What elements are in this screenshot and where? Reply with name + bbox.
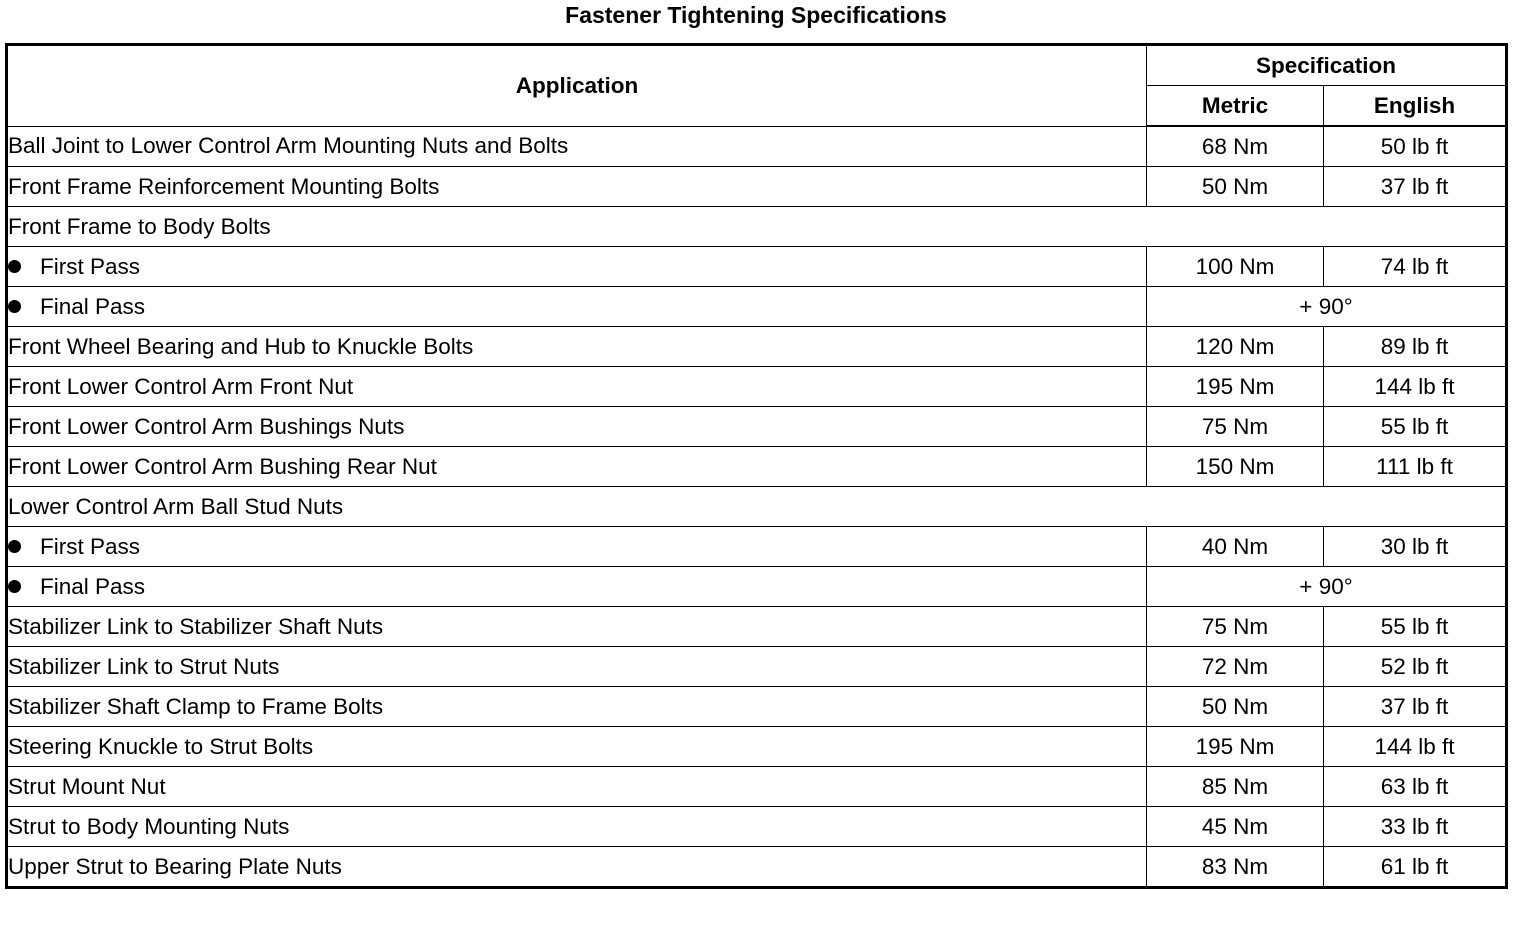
english-value-cell: 89 lb ft (1324, 327, 1507, 367)
english-value-cell: 37 lb ft (1324, 687, 1507, 727)
metric-value-cell: 75 Nm (1147, 407, 1324, 447)
application-cell: Steering Knuckle to Strut Bolts (7, 727, 1147, 767)
metric-value-cell: 120 Nm (1147, 327, 1324, 367)
metric-value-cell: 45 Nm (1147, 807, 1324, 847)
english-value-cell: 33 lb ft (1324, 807, 1507, 847)
metric-header: Metric (1147, 86, 1324, 127)
table-row (7, 807, 1507, 847)
table-row (7, 847, 1507, 888)
metric-value-cell: 50 Nm (1147, 687, 1324, 727)
group-heading-cell: Lower Control Arm Ball Stud Nuts (7, 487, 1507, 527)
sub-application-cell (7, 247, 1147, 287)
application-label: First Pass (40, 253, 141, 279)
bullet-icon (8, 580, 21, 593)
application-cell: Front Frame Reinforcement Mounting Bolts (7, 167, 1147, 207)
english-value-cell: 55 lb ft (1324, 607, 1507, 647)
metric-value-cell: 150 Nm (1147, 447, 1324, 487)
application-cell: Front Lower Control Arm Bushings Nuts (7, 407, 1147, 447)
bullet-icon (8, 260, 21, 273)
application-cell: Stabilizer Shaft Clamp to Frame Bolts (7, 687, 1147, 727)
metric-value-cell: 83 Nm (1147, 847, 1324, 888)
application-label: Final Pass (40, 293, 146, 319)
table-row (7, 167, 1507, 207)
table-row (7, 767, 1507, 807)
angle-spec-cell: + 90° (1147, 567, 1507, 607)
metric-value-cell: 195 Nm (1147, 727, 1324, 767)
application-cell: Stabilizer Link to Stabilizer Shaft Nuts (7, 607, 1147, 647)
table-body (7, 126, 1507, 888)
application-label: First Pass (40, 533, 141, 559)
specification-header: Specification (1147, 45, 1507, 86)
metric-value-cell: 75 Nm (1147, 607, 1324, 647)
application-cell: Strut to Body Mounting Nuts (7, 807, 1147, 847)
application-cell: Stabilizer Link to Strut Nuts (7, 647, 1147, 687)
header-row-top (7, 45, 1507, 86)
table-row (7, 126, 1507, 167)
table-row (7, 367, 1507, 407)
english-value-cell: 63 lb ft (1324, 767, 1507, 807)
sub-application-cell (7, 287, 1147, 327)
english-value-cell: 144 lb ft (1324, 367, 1507, 407)
metric-value-cell: 100 Nm (1147, 247, 1324, 287)
table-header (7, 45, 1507, 127)
english-header: English (1324, 86, 1507, 127)
english-value-cell: 30 lb ft (1324, 527, 1507, 567)
table-row (7, 327, 1507, 367)
english-value-cell: 50 lb ft (1324, 126, 1507, 167)
english-value-cell: 74 lb ft (1324, 247, 1507, 287)
metric-value-cell: 50 Nm (1147, 167, 1324, 207)
table-row (7, 727, 1507, 767)
metric-value-cell: 40 Nm (1147, 527, 1324, 567)
application-cell: Front Wheel Bearing and Hub to Knuckle Bolts (7, 327, 1147, 367)
table-row (7, 647, 1507, 687)
english-value-cell: 55 lb ft (1324, 407, 1507, 447)
application-cell: Upper Strut to Bearing Plate Nuts (7, 847, 1147, 888)
metric-value-cell: 195 Nm (1147, 367, 1324, 407)
table-row (7, 487, 1507, 527)
table-row (7, 567, 1507, 607)
table-row (7, 607, 1507, 647)
fastener-spec-table (5, 43, 1508, 889)
english-value-cell: 111 lb ft (1324, 447, 1507, 487)
table-row (7, 527, 1507, 567)
metric-value-cell: 68 Nm (1147, 126, 1324, 167)
application-label: Final Pass (40, 573, 146, 599)
english-value-cell: 37 lb ft (1324, 167, 1507, 207)
page-title: Fastener Tightening Specifications (565, 2, 947, 28)
application-cell: Front Lower Control Arm Front Nut (7, 367, 1147, 407)
bullet-icon (8, 540, 21, 553)
table-row (7, 247, 1507, 287)
table-row (7, 287, 1507, 327)
group-heading-cell: Front Frame to Body Bolts (7, 207, 1507, 247)
table-row (7, 687, 1507, 727)
table-row (7, 207, 1507, 247)
application-header: Application (7, 45, 1147, 127)
table-row (7, 407, 1507, 447)
english-value-cell: 61 lb ft (1324, 847, 1507, 888)
application-cell: Ball Joint to Lower Control Arm Mounting Nuts and Bolts (7, 126, 1147, 167)
sub-application-cell (7, 527, 1147, 567)
application-cell: Strut Mount Nut (7, 767, 1147, 807)
metric-value-cell: 72 Nm (1147, 647, 1324, 687)
bullet-icon (8, 300, 21, 313)
english-value-cell: 52 lb ft (1324, 647, 1507, 687)
english-value-cell: 144 lb ft (1324, 727, 1507, 767)
sub-application-cell (7, 567, 1147, 607)
metric-value-cell: 85 Nm (1147, 767, 1324, 807)
application-cell: Front Lower Control Arm Bushing Rear Nut (7, 447, 1147, 487)
angle-spec-cell: + 90° (1147, 287, 1507, 327)
table-row (7, 447, 1507, 487)
